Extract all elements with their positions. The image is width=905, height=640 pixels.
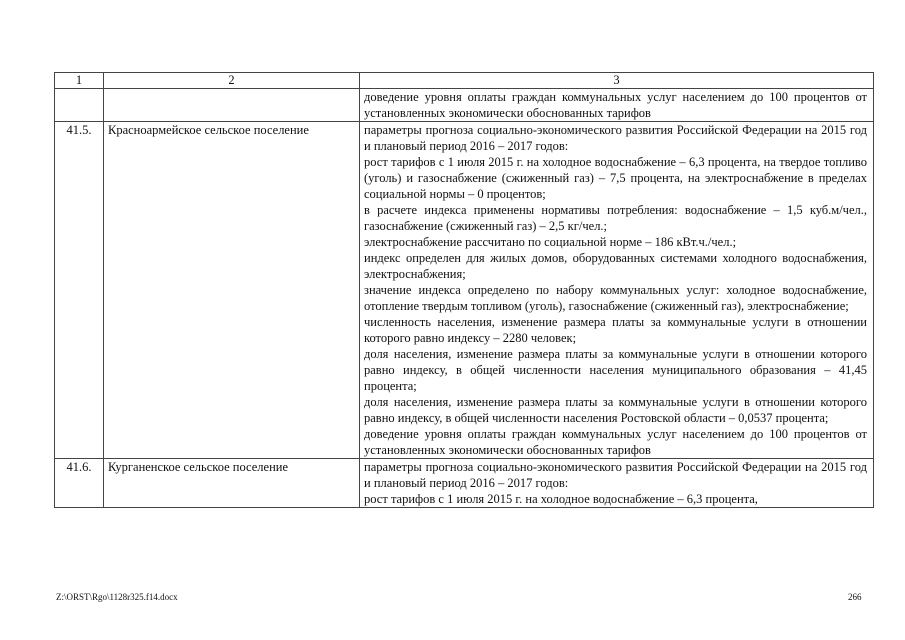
row-number (55, 89, 104, 122)
description-paragraph: доведение уровня оплаты граждан коммунальных услуг населением до 100 процентов от установленных экономически обоснованных тарифов (364, 427, 867, 457)
description-paragraph: доля населения, изменение размера платы за коммунальные услуги в отношении которого равно индексу, в общей численности населения муниципального образования – 41,45 процента; (364, 347, 867, 393)
page-number: 266 (848, 592, 862, 602)
description-paragraph: параметры прогноза социально-экономического развития Российской Федерации на 2015 год и плановый период 2016 – 2017 годов: (364, 460, 867, 490)
table-header-row (55, 73, 874, 89)
row-description (360, 122, 874, 459)
description-paragraph: рост тарифов с 1 июля 2015 г. на холодное водоснабжение – 6,3 процента, (364, 492, 758, 506)
description-paragraph: доля населения, изменение размера платы за коммунальные услуги в отношении которого равно индексу, в общей численности населения Ростовской области – 0,0537 процента; (364, 395, 867, 425)
description-paragraph: значение индекса определено по набору коммунальных услуг: холодное водоснабжение, отопление твердым топливом (уголь), газоснабжение (сжиженный газ), электроснабжение; (364, 283, 867, 313)
description-paragraph: электроснабжение рассчитано по социальной норме – 186 кВт.ч./чел.; (364, 235, 737, 249)
description-paragraph: индекс определен для жилых домов, оборудованных системами холодного водоснабжения, электроснабжения; (364, 251, 867, 281)
description-paragraph: рост тарифов с 1 июля 2015 г. на холодное водоснабжение – 6,3 процента, на твердое топливо (уголь) и газоснабжение (сжиженный газ) – 7,5 процента, на электроснабжение в пределах социальной нормы – 0 процентов; (364, 155, 867, 201)
column-header-3: 3 (360, 73, 874, 89)
description-paragraph: доведение уровня оплаты граждан коммунальных услуг населением до 100 процентов от установленных экономически обоснованных тарифов (364, 90, 867, 120)
row-description (360, 89, 874, 122)
settlement-name (104, 89, 360, 122)
table-row (55, 122, 874, 459)
row-description (360, 459, 874, 508)
settlement-name: Красноармейское сельское поселение (104, 122, 360, 459)
description-paragraph: в расчете индекса применены нормативы потребления: водоснабжение – 1,5 куб.м/чел., газоснабжение (сжиженный газ) – 2,5 кг/чел.; (364, 203, 867, 233)
description-paragraph: численность населения, изменение размера платы за коммунальные услуги в отношении которого равно индексу – 2280 человек; (364, 315, 867, 345)
description-paragraph: параметры прогноза социально-экономического развития Российской Федерации на 2015 год и плановый период 2016 – 2017 годов: (364, 123, 867, 153)
row-number: 41.5. (55, 122, 104, 459)
footer-file-path: Z:\ORST\Rgo\1128r325.f14.docx (56, 592, 178, 602)
settlement-name: Курганенское сельское поселение (104, 459, 360, 508)
table-row (55, 459, 874, 508)
table-row (55, 89, 874, 122)
column-header-2: 2 (104, 73, 360, 89)
document-table (54, 72, 874, 508)
row-number: 41.6. (55, 459, 104, 508)
column-header-1: 1 (55, 73, 104, 89)
